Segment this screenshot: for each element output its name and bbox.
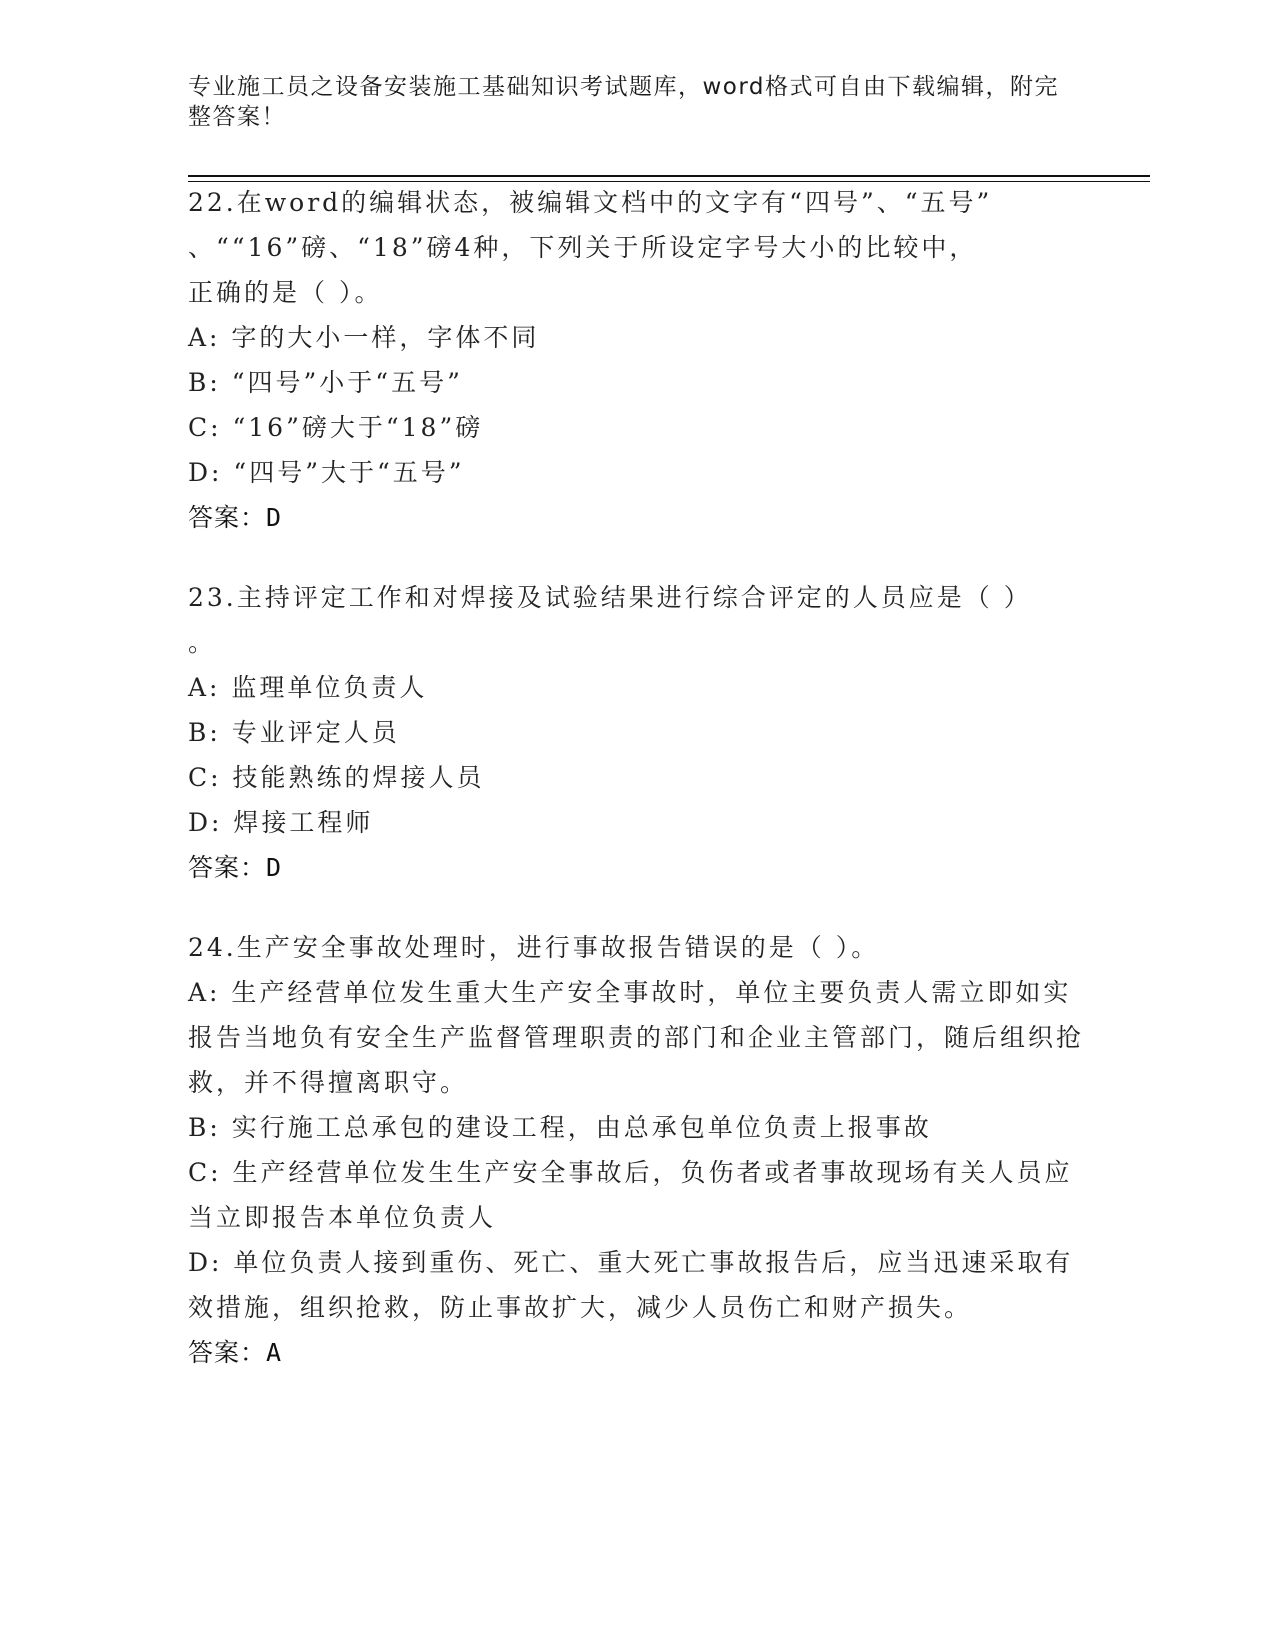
document-intro: 专业施工员之设备安装施工基础知识考试题库，word格式可自由下载编辑，附完整答案！ bbox=[188, 74, 1060, 130]
question-22 bbox=[188, 180, 1088, 540]
answer-label: 答案： bbox=[188, 503, 267, 532]
option-c: C: 生产经营单位发生生产安全事故后，负伤者或者事故现场有关人员应当立即报告本单位负责人 bbox=[188, 1158, 1073, 1232]
option-b: B: 专业评定人员 bbox=[188, 718, 400, 747]
question-number: 23. bbox=[188, 583, 237, 612]
option-c: C: “16”磅大于“18”磅 bbox=[188, 413, 484, 442]
question-text bbox=[188, 180, 1088, 315]
option-d: D: 单位负责人接到重伤、死亡、重大死亡事故报告后，应当迅速采取有效措施，组织抢救，防止事故扩大，减少人员伤亡和财产损失。 bbox=[188, 1248, 1074, 1322]
option-a: A: 生产经营单位发生重大生产安全事故时，单位主要负责人需立即如实报告当地负有安全生产监督管理职责的部门和企业主管部门，随后组织抢救，并不得擅离职守。 bbox=[188, 978, 1085, 1097]
question-stem: 生产安全事故处理时，进行事故报告错误的是（ ）。 bbox=[236, 933, 880, 962]
option-d: D: 焊接工程师 bbox=[188, 808, 374, 837]
header-divider-thick bbox=[188, 175, 1150, 177]
option-d: D: “四号”大于“五号” bbox=[188, 458, 465, 487]
option-a: A: 字的大小一样，字体不同 bbox=[188, 323, 540, 352]
option-a: A: 监理单位负责人 bbox=[188, 673, 428, 702]
question-text bbox=[188, 575, 1088, 665]
question-text bbox=[188, 925, 1088, 970]
question-24 bbox=[188, 925, 1088, 1375]
answer-value: D bbox=[266, 853, 283, 882]
answer-value: A bbox=[266, 1338, 283, 1367]
answer-value: D bbox=[266, 503, 283, 532]
answer-label: 答案： bbox=[188, 1338, 267, 1367]
answer-line bbox=[188, 495, 1088, 540]
question-stem: 主持评定工作和对焊接及试验结果进行综合评定的人员应是（ ） 。 bbox=[188, 583, 1032, 657]
answer-line bbox=[188, 845, 1088, 890]
option-c: C: 技能熟练的焊接人员 bbox=[188, 763, 485, 792]
question-stem: 在word的编辑状态，被编辑文档中的文字有“四号”、“五号” 、““16”磅、“18”磅4种，下列关于所设定字号大小的比较中， 正确的是（ ）。 bbox=[188, 188, 993, 307]
option-b: B: “四号”小于“五号” bbox=[188, 368, 463, 397]
question-number: 22. bbox=[188, 188, 237, 217]
option-b: B: 实行施工总承包的建设工程，由总承包单位负责上报事故 bbox=[188, 1113, 932, 1142]
question-number: 24. bbox=[188, 933, 237, 962]
answer-line bbox=[188, 1330, 1088, 1375]
answer-label: 答案： bbox=[188, 853, 267, 882]
question-23 bbox=[188, 575, 1088, 890]
